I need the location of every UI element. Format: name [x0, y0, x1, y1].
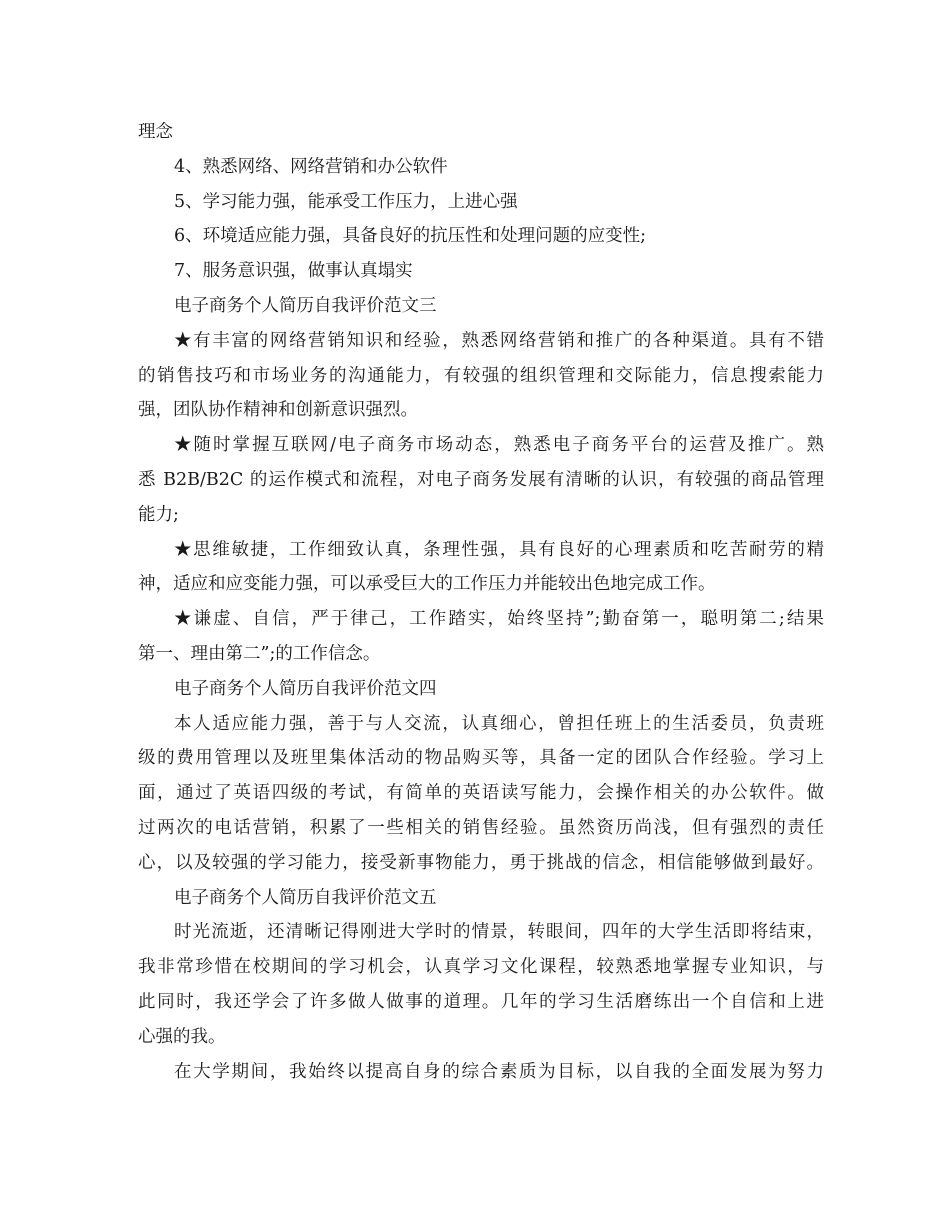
text-line: ★有丰富的网络营销知识和经验，熟悉网络营销和推广的各种渠道。具有不错: [174, 330, 824, 351]
text-line: 7、服务意识强，做事认真塌实: [174, 261, 413, 282]
text-line: 神，适应和应变能力强，可以承受巨大的工作压力并能较出色地完成工作。: [138, 574, 716, 595]
text-line: 电子商务个人简历自我评价范文四: [174, 678, 437, 699]
text-line: 本人适应能力强，善于与人交流，认真细心，曾担任班上的生活委员，负责班: [174, 713, 824, 734]
text-line: 4、熟悉网络、网络营销和办公软件: [174, 156, 448, 177]
text-line: 在大学期间，我始终以提高自身的综合素质为目标，以自我的全面发展为努力: [174, 1061, 824, 1082]
text-line: ★谦虚、自信，严于律己，工作踏实，始终坚持”;勤奋第一，聪明第二;结果: [174, 609, 824, 630]
text-line: 能力;: [138, 504, 179, 525]
text-line: 悉 B2B/B2C 的运作模式和流程，对电子商务发展有清晰的认识，有较强的商品管理: [138, 469, 824, 490]
text-line: 心强的我。: [138, 1026, 226, 1047]
text-line: 时光流逝，还清晰记得刚进大学时的情景，转眼间，四年的大学生活即将结束，: [174, 922, 824, 943]
text-line: 5、学习能力强，能承受工作压力，上进心强: [174, 191, 518, 212]
text-line: 理念: [138, 122, 173, 142]
text-line: 6、环境适应能力强，具备良好的抗压性和处理问题的应变性;: [174, 226, 647, 247]
text-line: 第一、理由第二”;的工作信念。: [138, 643, 381, 664]
text-line: 级的费用管理以及班里集体活动的物品购买等，具备一定的团队合作经验。学习上: [138, 748, 824, 769]
text-line: 我非常珍惜在校期间的学习机会，认真学习文化课程，较熟悉地掌握专业知识，与: [138, 957, 824, 978]
text-line: 心，以及较强的学习能力，接受新事物能力，勇于挑战的信念，相信能够做到最好。: [138, 852, 824, 873]
document-body: [138, 115, 824, 1089]
text-line: 过两次的电话营销，积累了一些相关的销售经验。虽然资历尚浅，但有强烈的责任: [138, 817, 824, 838]
text-line: 电子商务个人简历自我评价范文五: [174, 887, 437, 908]
text-line: 面，通过了英语四级的考试，有简单的英语读写能力，会操作相关的办公软件。做: [138, 783, 824, 804]
text-line: 强，团队协作精神和创新意识强烈。: [138, 400, 418, 421]
text-line: 电子商务个人简历自我评价范文三: [174, 295, 437, 316]
text-line: 此同时，我还学会了许多做人做事的道理。几年的学习生活磨练出一个自信和上进: [138, 991, 824, 1012]
text-line: ★随时掌握互联网/电子商务市场动态，熟悉电子商务平台的运营及推广。熟: [174, 435, 824, 456]
text-line: ★思维敏捷，工作细致认真，条理性强，具有良好的心理素质和吃苦耐劳的精: [174, 539, 824, 560]
text-line: 的销售技巧和市场业务的沟通能力，有较强的组织管理和交际能力，信息搜索能力: [138, 365, 824, 386]
